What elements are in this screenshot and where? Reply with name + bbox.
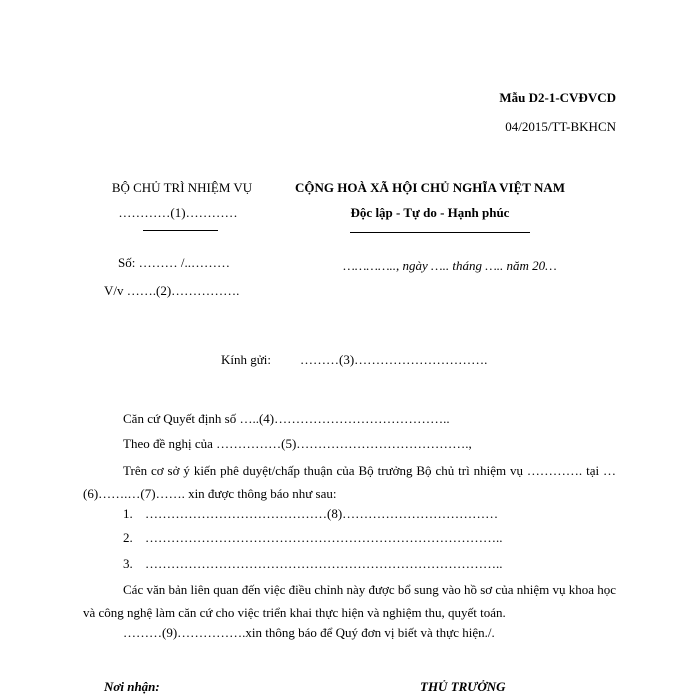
receivers-label: Nơi nhận: bbox=[104, 679, 160, 694]
list-item-number: 3. bbox=[123, 556, 133, 571]
recipient-value: ………(3)…………………………. bbox=[300, 352, 488, 367]
approval-paragraph: Trên cơ sở ý kiến phê duyệt/chấp thuận của Bộ trưởng Bộ chủ trì nhiệm vụ …………. tại …(6)…….…(7)……. xin được thông báo như sau: bbox=[83, 463, 616, 501]
document-number: Số: ……… /..……… bbox=[118, 255, 230, 270]
circular-number: 04/2015/TT-BKHCN bbox=[505, 119, 616, 134]
document-subject: V/v …….(2)……………. bbox=[104, 283, 240, 298]
closing-line: ………(9)…………….xin thông báo để Quý đơn vị biết và thực hiện./. bbox=[123, 625, 495, 640]
list-item-number: 1. bbox=[123, 506, 133, 521]
proposal-line: Theo đề nghị của ……………(5)…………………………………., bbox=[123, 436, 472, 451]
recipient-label: Kính gửi: bbox=[221, 352, 272, 367]
unit-name: …………(1)………… bbox=[118, 205, 238, 220]
head-title: THỦ TRƯỞNG bbox=[420, 679, 506, 694]
left-header-rule bbox=[143, 230, 218, 231]
ministry-name: BỘ CHỦ TRÌ NHIỆM VỤ bbox=[111, 180, 253, 195]
list-item: ……………………………………(8)……………………………… bbox=[145, 506, 499, 521]
legal-basis: Căn cứ Quyết định số …..(4)………………………………….. bbox=[123, 411, 450, 426]
national-motto: Độc lập - Tự do - Hạnh phúc bbox=[350, 205, 510, 220]
list-item: ……………………………………………………………………….. bbox=[145, 556, 503, 571]
place-date: ………….., ngày ….. tháng ….. năm 20… bbox=[343, 258, 557, 273]
list-item-number: 2. bbox=[123, 530, 133, 545]
documents-paragraph: Các văn bản liên quan đến việc điều chỉnh này được bổ sung vào hồ sơ của nhiệm vụ khoa học và công nghệ làm căn cứ cho việc triển khai thực hiện và nghiệm thu, quyết toán. bbox=[83, 582, 616, 620]
right-header-rule bbox=[350, 232, 530, 233]
form-code: Mẫu D2-1-CVĐVCD bbox=[499, 90, 616, 105]
list-item: ……………………………………………………………………….. bbox=[145, 530, 503, 545]
national-title: CỘNG HOÀ XÃ HỘI CHỦ NGHĨA VIỆT NAM bbox=[294, 180, 566, 195]
